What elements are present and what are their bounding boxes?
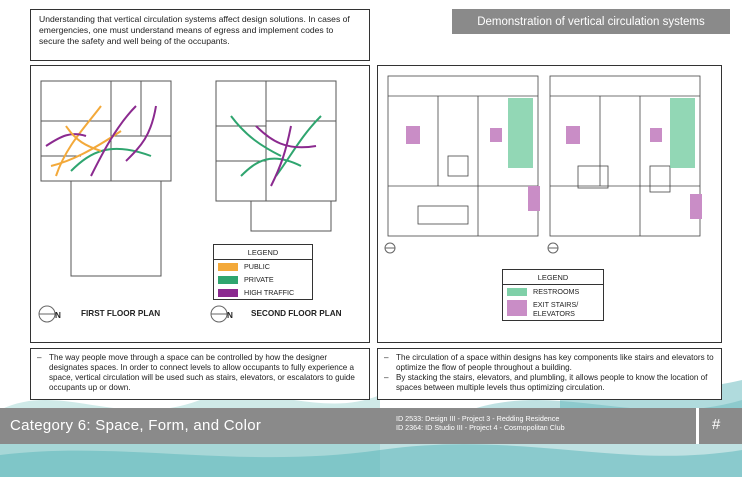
residence-floor-plans-drawing [31, 66, 369, 342]
intro-text-box [30, 9, 370, 61]
public-swatch [218, 263, 238, 271]
legend-item [214, 273, 312, 286]
exit-stair-zone [528, 186, 540, 211]
bullet-item: – The circulation of a space within designs has key components like stairs and elevators to optimize the flow of people throughout a building. [384, 353, 714, 372]
second-floor-plan [216, 81, 336, 231]
club-legend [502, 269, 604, 321]
exit-stair-zone [690, 194, 702, 219]
first-floor-plan [41, 81, 171, 276]
north-marker-first: N [55, 311, 61, 320]
north-arrow-icon [548, 243, 558, 253]
footer-bar [0, 408, 742, 444]
high-traffic-swatch [218, 289, 238, 297]
exit-stair-zone [566, 126, 580, 144]
page-title-bar [452, 9, 730, 34]
second-floor-plan-label: SECOND FLOOR PLAN [251, 309, 342, 318]
exit-stairs-swatch [507, 300, 527, 316]
project-line: ID 2533: Design III - Project 3 - Redding Residence [396, 414, 560, 423]
exit-stair-zone [650, 128, 662, 142]
legend-item [214, 286, 312, 299]
legend-label: PUBLIC [244, 262, 270, 271]
north-arrow-icon [39, 306, 55, 322]
legend-title: LEGEND [214, 245, 312, 260]
club-description [377, 348, 722, 400]
page-number-marker: # [712, 416, 721, 433]
legend-item [503, 285, 603, 298]
legend-label: HIGH TRAFFIC [244, 288, 295, 297]
page-title: Demonstration of vertical circulation systems [477, 15, 705, 28]
footer-divider [696, 408, 699, 444]
project-info [396, 414, 565, 432]
north-arrow-icon [385, 243, 395, 253]
private-swatch [218, 276, 238, 284]
restrooms-swatch [507, 288, 527, 296]
intro-text: Understanding that vertical circulation systems affect design solutions. In cases of emergencies, one must understand means of egress and implement codes to secure the safety and well being of the occupants. [39, 14, 350, 46]
legend-label: EXIT STAIRS/ ELEVATORS [533, 300, 579, 318]
plan-legend [213, 244, 313, 300]
bullet-text: By stacking the stairs, elevators, and plumbling, it allows people to know the location of spaces between multiple levels thus optimizing circulation. [396, 373, 708, 392]
category-title: Category 6: Space, Form, and Color [10, 417, 262, 434]
legend-title: LEGEND [503, 270, 603, 285]
club-plans-panel [377, 65, 722, 343]
first-floor-circulation-arrows [46, 106, 156, 176]
bullet-item: – By stacking the stairs, elevators, and plumbling, it allows people to know the location of spaces between multiple levels thus optimizing circulation. [384, 373, 715, 393]
legend-label: PRIVATE [244, 275, 274, 284]
first-floor-plan-label: FIRST FLOOR PLAN [81, 309, 161, 318]
bullet-text: The way people move through a space can be controlled by how the designer designates spaces. In order to connect levels to allow occupants to fully experience a space, vertical circulation will be used such as stairs, elevators, or escalators to guide occupants up or down. [49, 353, 355, 392]
restroom-zone [670, 98, 695, 168]
residence-plans-panel [30, 65, 370, 343]
restroom-zone [508, 98, 533, 168]
legend-item [214, 260, 312, 273]
project-line: ID 2364: ID Studio III - Project 4 - Cosmopolitan Club [396, 423, 565, 432]
exit-stair-zone [490, 128, 502, 142]
residence-description [30, 348, 370, 400]
north-arrow-icon [211, 306, 227, 322]
bullet-item: – The way people move through a space can be controlled by how the designer designates spaces. In order to connect levels to allow occupants to fully experience a space, vertical circulation will be used such as stairs, elevators, or escalators to guide occupants up or down. [37, 353, 363, 393]
legend-label: RESTROOMS [533, 287, 580, 296]
north-marker-second: N [227, 311, 233, 320]
exit-stair-zone [406, 126, 420, 144]
bullet-text: The circulation of a space within designs has key components like stairs and elevators to optimize the flow of people throughout a building. [396, 353, 714, 372]
legend-item [503, 298, 603, 320]
